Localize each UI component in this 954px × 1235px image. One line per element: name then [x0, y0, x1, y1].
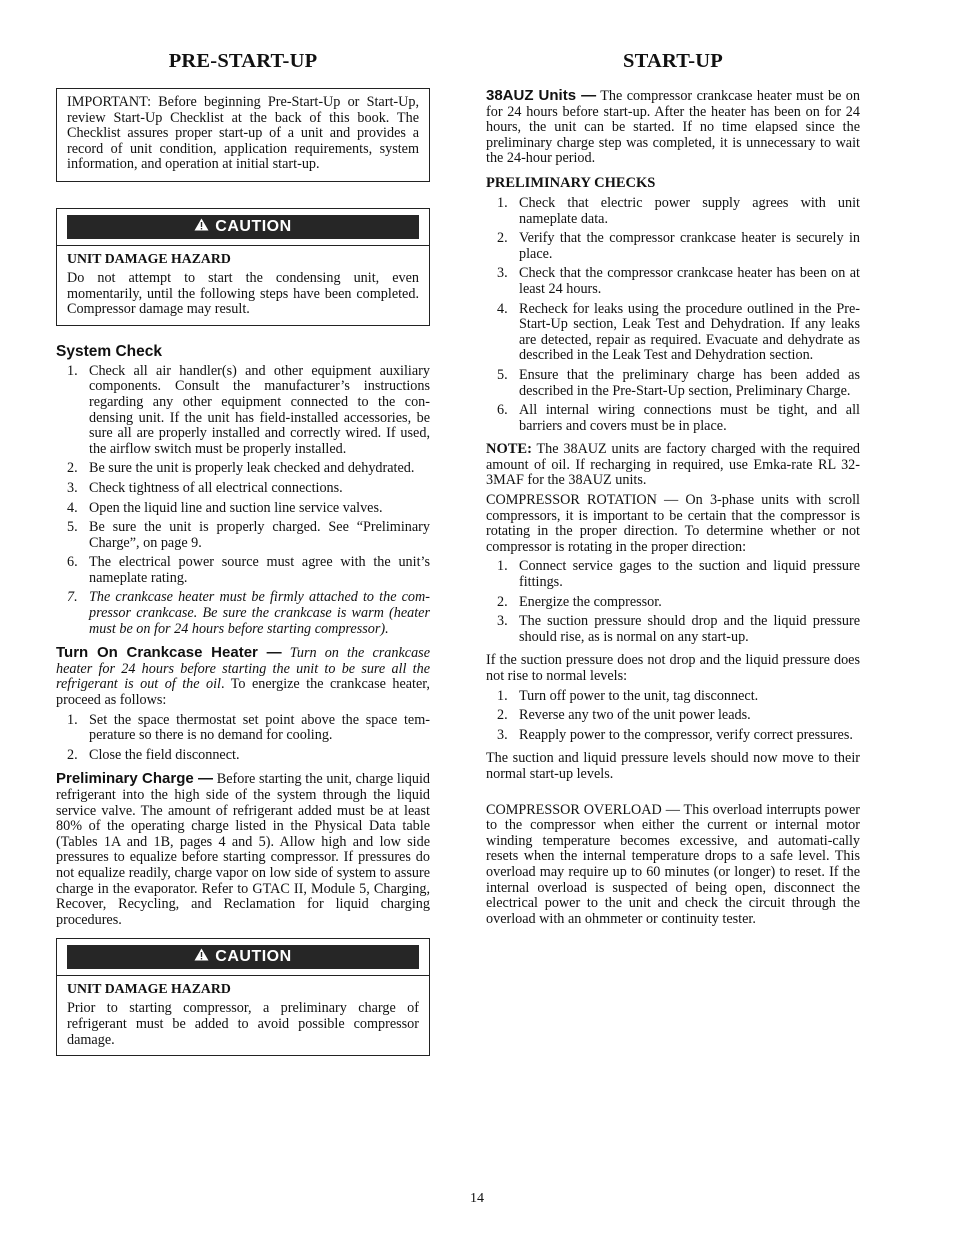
item-number: 2. — [497, 707, 508, 724]
left-column — [56, 50, 430, 1073]
list-item — [486, 728, 860, 744]
crankcase-italic-text: Turn on the crankcase heater for 24 hours before starting the unit to be sure all the refrigerant is out of the oil — [56, 645, 431, 693]
item-number: 1. — [497, 194, 508, 211]
list-item — [56, 748, 430, 764]
item-number: 3. — [67, 479, 78, 496]
item-number: 2. — [67, 460, 78, 477]
list-item — [486, 231, 860, 262]
hazard-title-1: UNIT DAMAGE HAZARD — [67, 250, 231, 266]
list-item — [486, 266, 860, 297]
item-number: 1. — [67, 362, 78, 379]
item-number: 5. — [67, 519, 78, 536]
if-list — [486, 689, 860, 744]
item-number: 3. — [497, 726, 508, 743]
note-paragraph — [486, 442, 860, 489]
right-column — [486, 50, 860, 931]
list-item — [486, 196, 860, 227]
caution-box-2 — [56, 938, 430, 1056]
note-label: NOTE: — [486, 441, 532, 458]
item-number: 5. — [497, 366, 508, 383]
item-text: Connect service gages to the suction and liquid pressure fittings. — [519, 558, 860, 591]
item-text: Be sure the unit is properly charged. See “Preliminary Charge”, on page 9. — [89, 519, 430, 551]
item-text: Check tightness of all electrical connections. — [89, 479, 343, 496]
item-text: Energize the compressor. — [519, 593, 662, 610]
caution-box-1 — [56, 208, 430, 326]
item-text: Check all air handler(s) and other equipment auxiliary components. Consult the manufacturer’s instructions regarding any other equipment connected to the con-densing unit. If the unit has field-installed accessories, be sure all are properly installed and correctly wired. If used, the airflow switch must be properly installed. — [89, 362, 430, 457]
list-item — [56, 364, 430, 458]
list-item — [56, 461, 430, 477]
item-text: Reapply power to the compressor, verify correct pressures. — [519, 726, 853, 743]
list-item — [56, 555, 430, 586]
item-text: All internal wiring connections must be tight, and all barriers and covers must be in place. — [519, 402, 860, 434]
item-number: 7. — [67, 589, 78, 606]
crankcase-list — [56, 713, 430, 764]
crankcase-text: . To energize the crankcase heater, proceed as follows: — [56, 676, 430, 709]
units-text: The compressor crankcase heater must be on for 24 hours before start-up. After the heater has been on for 24 hours, the unit can be started. If no time elapsed since the preliminary charge step was completed, it is unnecessary to wait the 24-hour period. — [486, 88, 860, 167]
item-number: 2. — [497, 593, 508, 610]
item-number: 1. — [497, 558, 508, 575]
list-item — [486, 559, 860, 590]
item-number: 1. — [67, 711, 78, 728]
list-item — [56, 520, 430, 551]
caution-body-1 — [57, 245, 429, 325]
item-number: 4. — [497, 300, 508, 317]
caution-label-2: CAUTION — [215, 948, 292, 966]
caution-text-1: Do not attempt to start the condensing unit, even momentarily, until the following steps have been completed. Compressor damage may result. — [67, 269, 419, 318]
item-number: 6. — [67, 554, 78, 571]
item-number: 4. — [67, 499, 78, 516]
page-number: 14 — [470, 1191, 484, 1206]
list-item — [486, 595, 860, 611]
list-item — [486, 689, 860, 705]
list-item — [486, 614, 860, 645]
warning-triangle-icon — [194, 218, 209, 236]
warning-triangle-icon — [194, 948, 209, 966]
list-item — [56, 590, 430, 637]
item-text: The crankcase heater must be firmly attached to the com-pressor crankcase. Be sure the crankcase is warm (heater must be on for 24 hours before starting compressor). — [89, 589, 430, 637]
list-item — [486, 708, 860, 724]
preliminary-checks-list — [486, 196, 860, 434]
preliminary-charge-heading: Preliminary Charge — — [56, 770, 214, 788]
start-up-title: START-UP — [623, 50, 723, 72]
crankcase-heading: Turn On Crankcase Heater — — [56, 644, 282, 662]
item-text: Ensure that the preliminary charge has been added as described in the Pre-Start-Up section, Preliminary Charge. — [519, 366, 860, 399]
item-text: Check that the compressor crankcase heater has been on at least 24 hours. — [519, 265, 860, 297]
system-check-list — [56, 364, 430, 638]
units-heading: 38AUZ Units — — [486, 87, 597, 104]
list-item — [486, 368, 860, 399]
crankcase-paragraph — [56, 645, 430, 708]
caution-text-2: Prior to starting compressor, a preliminary charge of refrigerant must be added to avoid possible compressor damage. — [67, 1000, 419, 1048]
item-number: 3. — [497, 265, 508, 282]
item-text: Check that electric power supply agrees with unit nameplate data. — [519, 194, 860, 227]
preliminary-charge-paragraph — [56, 771, 430, 928]
preliminary-checks-heading: PRELIMINARY CHECKS — [486, 174, 656, 191]
suction-paragraph: The suction and liquid pressure levels should now move to their normal start-up levels. — [486, 750, 860, 782]
item-text: Reverse any two of the unit power leads. — [519, 707, 751, 724]
item-text: The electrical power source must agree with the unit’s nameplate rating. — [89, 554, 430, 586]
list-item — [56, 713, 430, 744]
caution-banner-2 — [67, 945, 419, 969]
pre-start-up-title: PRE-START-UP — [168, 50, 318, 72]
item-number: 3. — [497, 613, 508, 630]
rotation-list — [486, 559, 860, 645]
overload-paragraph: COMPRESSOR OVERLOAD — This overload interrupts power to the compressor when either the current or internal motor winding temperature becomes excessive, and automati-cally resets when the internal temperature drops to a safe level. This overload may require up to 60 minutes (or longer) to reset. If the internal overload is suspected of being open, disconnect the electrical power to the unit and check the circuit through the overload with an ohmmeter or continuity tester. — [486, 801, 860, 927]
note-text: The 38AUZ units are factory charged with the required amount of oil. If recharging in required, use Emka-rate RL 32-3MAF for the 38AUZ units. — [486, 441, 861, 489]
rotation-paragraph: COMPRESSOR ROTATION — On 3-phase units with scroll compressors, it is important to be certain that the compressor is rotating in the proper direction. To determine whether or not compressor is rotating in the proper direction: — [486, 492, 860, 555]
list-item — [56, 501, 430, 517]
list-item — [486, 403, 860, 434]
hazard-title-2: UNIT DAMAGE HAZARD — [67, 981, 231, 997]
item-text: The suction pressure should drop and the liquid pressure should rise, as is normal on any start-up. — [519, 613, 860, 645]
item-number: 2. — [67, 746, 78, 763]
list-item — [486, 302, 860, 364]
item-text: Verify that the compressor crankcase heater is securely in place. — [519, 230, 860, 262]
item-number: 6. — [497, 402, 508, 419]
caution-label-1: CAUTION — [215, 217, 292, 235]
item-text: Recheck for leaks using the procedure outlined in the Pre-Start-Up section, Leak Test and Dehydration. If any leaks are detected, repair as required. Evacuate and dehydrate as described in the Leak Test and Dehydration section. — [519, 300, 860, 364]
item-text: Set the space thermostat set point above the space tem-perature so there is no demand for cooling. — [89, 711, 430, 744]
item-number: 2. — [497, 230, 508, 247]
item-text: Close the field disconnect. — [89, 746, 240, 763]
item-number: 1. — [497, 687, 508, 704]
caution-banner-1 — [67, 215, 419, 239]
important-box — [56, 88, 430, 182]
list-item — [56, 481, 430, 497]
item-text: Be sure the unit is properly leak checked and dehydrated. — [89, 460, 415, 477]
item-text: Open the liquid line and suction line service valves. — [89, 499, 383, 516]
caution-body-2 — [57, 975, 429, 1055]
system-check-heading: System Check — [56, 342, 162, 360]
important-text: IMPORTANT: Before beginning Pre-Start-Up or Start-Up, review Start-Up Checklist at the back of this book. The Checklist assures proper start-up of a unit and provides a record of unit condition, application requirements, system information, and operation at initial start-up. — [67, 94, 419, 173]
preliminary-charge-text: Before starting the unit, charge liquid refrigerant into the high side of the system through the liquid service valve. The amount of refrigerant added must be at least 80% of the operating charge listed in the Physical Data table (Tables 1A and 1B, pages 4 and 5). Allow high and low side pressures to equalize before starting compressor. If pressures do not equalize readily, charge vapor on low side of system to assure charge in the evaporator. Refer to GTAC II, Module 5, Charging, Recover, Recycling, and Reclamation for liquid charging procedures. — [56, 771, 430, 928]
units-paragraph — [486, 88, 860, 167]
if-paragraph: If the suction pressure does not drop and the liquid pressure does not rise to normal levels: — [486, 652, 860, 684]
item-text: Turn off power to the unit, tag disconnect. — [519, 687, 759, 704]
